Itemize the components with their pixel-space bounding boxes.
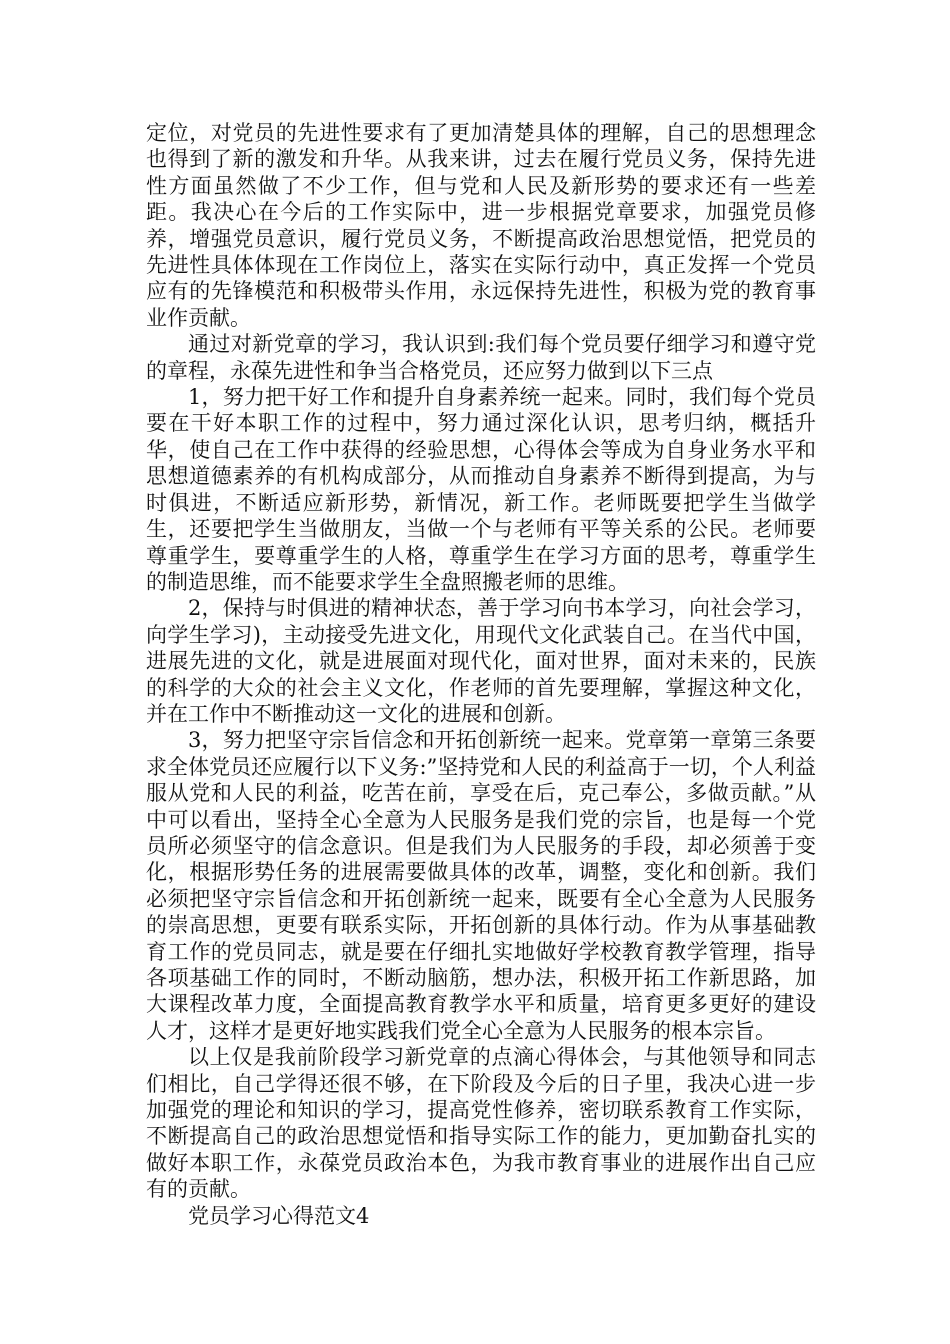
paragraph-5: 3，努力把坚守宗旨信念和开拓创新统一起来。党章第一章第三条要求全体党员还应履行以下义务:”坚持党和人民的利益高于一切，个人利益服从党和人民的利益，吃苦在前，享受在后，克己奉公，多做贡献。”从中可以看出，坚持全心全意为人民服务是我们党的宗旨，也是每一个党员所必须坚守的信念意识。但是我们为人民服务的手段，却必须善于变化，根据形势任务的进展需要做具体的改革，调整，变化和创新。我们必须把坚守宗旨信念和开拓创新统一起来，既要有全心全意为人民服务的崇高思想，更要有联系实际，开拓创新的具体行动。作为从事基础教育工作的党员同志，就是要在仔细扎实地做好学校教育教学管理，指导各项基础工作的同时，不断动脑筋，想办法，积极开拓工作新思路，加大课程改革力度，全面提高教育教学水平和质量，培育更多更好的建设人才，这样才是更好地实践我们党全心全意为人民服务的根本宗旨。	[146, 728, 816, 1043]
paragraph-3: 1，努力把干好工作和提升自身素养统一起来。同时，我们每个党员要在干好本职工作的过程中，努力通过深化认识，思考归纳，概括升华，使自己在工作中获得的经验思想，心得体会等成为自身业务水平和思想道德素养的有机构成部分，从而推动自身素养不断得到提高，为与时俱进，不断适应新形势，新情况，新工作。老师既要把学生当做学生，还要把学生当做朋友，当做一个与老师有平等关系的公民。老师要尊重学生，要尊重学生的人格，尊重学生在学习方面的思考，尊重学生的制造思维，而不能要求学生全盘照搬老师的思维。	[146, 385, 816, 594]
paragraph-4: 2，保持与时俱进的精神状态，善于学习向书本学习，向社会学习，向学生学习)，主动接受先进文化，用现代文化武装自己。在当代中国，进展先进的文化，就是进展面对现代化，面对世界，面对未来的，民族的科学的大众的社会主义文化，作老师的首先要理解，掌握这种文化，并在工作中不断推动这一文化的进展和创新。	[146, 596, 816, 726]
document-body	[146, 120, 816, 1229]
paragraph-2: 通过对新党章的学习，我认识到:我们每个党员要仔细学习和遵守党的章程，永葆先进性和争当合格党员，还应努力做到以下三点	[146, 332, 816, 383]
section-heading: 党员学习心得范文4	[188, 1203, 370, 1228]
paragraph-6: 以上仅是我前阶段学习新党章的点滴心得体会，与其他领导和同志们相比，自己学得还很不够，在下阶段及今后的日子里，我决心进一步加强党的理论和知识的学习，提高党性修养，密切联系教育工作实际，不断提高自己的政治思想觉悟和指导实际工作的能力，更加勤奋扎实的做好本职工作，永葆党员政治本色，为我市教育事业的进展作出自己应有的贡献。	[146, 1045, 816, 1202]
paragraph-1: 定位，对党员的先进性要求有了更加清楚具体的理解，自己的思想理念也得到了新的激发和升华。从我来讲，过去在履行党员义务，保持先进性方面虽然做了不少工作，但与党和人民及新形势的要求还有一些差距。我决心在今后的工作实际中，进一步根据党章要求，加强党员修养，增强党员意识，履行党员义务，不断提高政治思想觉悟，把党员的先进性具体体现在工作岗位上，落实在实际行动中，真正发挥一个党员应有的先锋模范和积极带头作用，永远保持先进性，积极为党的教育事业作贡献。	[146, 121, 816, 330]
